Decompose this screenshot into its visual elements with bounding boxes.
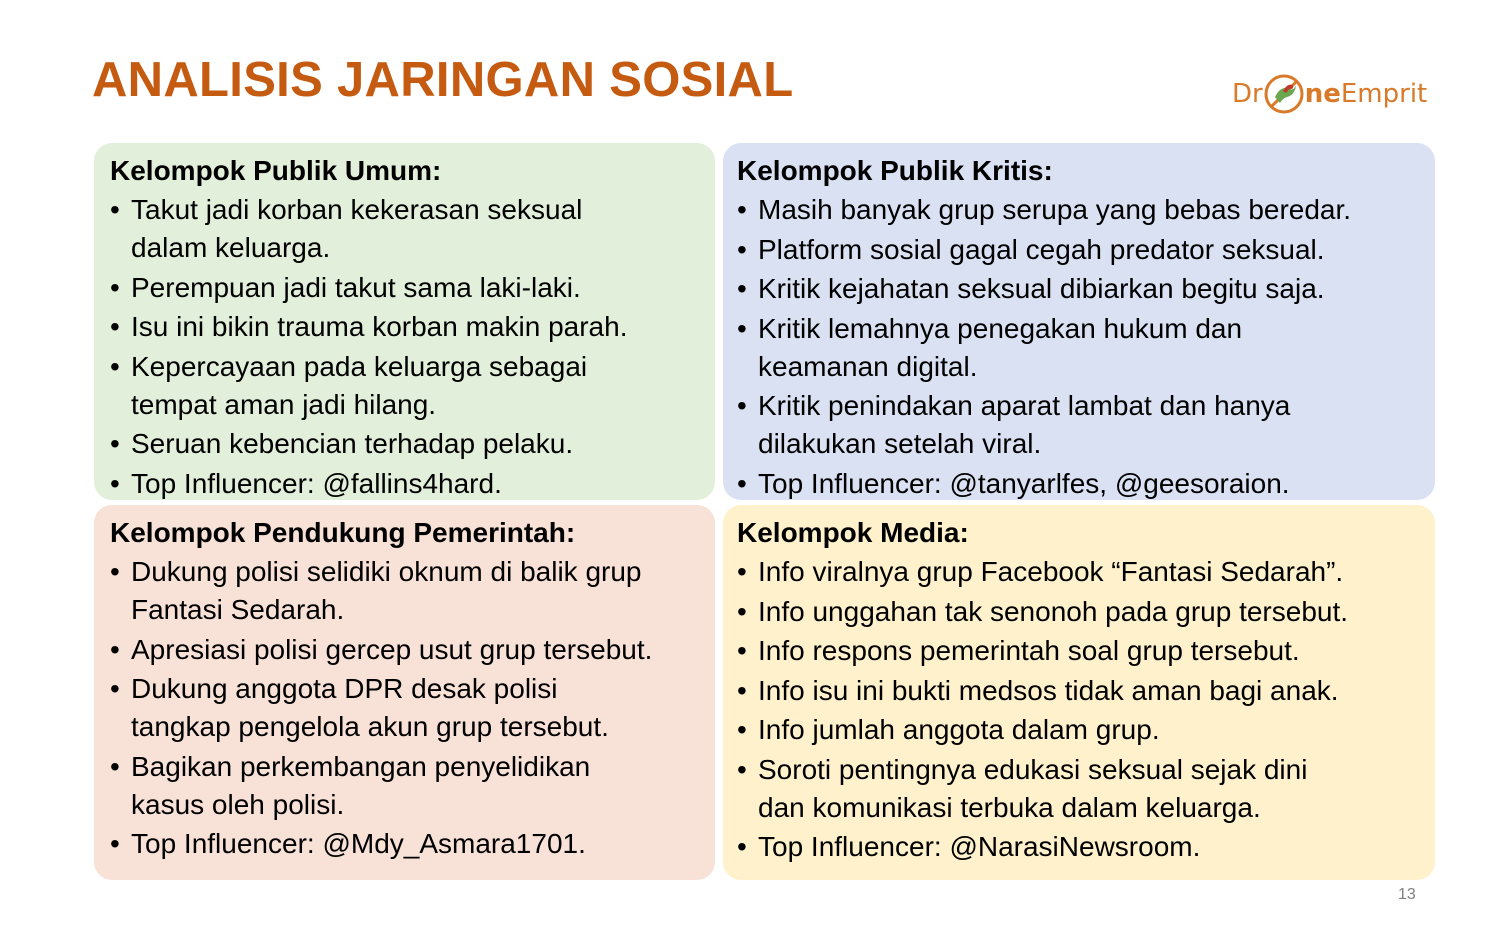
list-item: • Bagikan perkembangan penyelidikan kasus oleh polisi. (110, 748, 715, 824)
group-list (110, 553, 715, 863)
group-box-pendukung-pemerintah (94, 505, 715, 880)
group-box-publik-umum (94, 143, 715, 500)
list-item: • Kepercayaan pada keluarga sebagai tempat aman jadi hilang. (110, 348, 715, 424)
list-item: • Dukung anggota DPR desak polisi tangkap pengelola akun grup tersebut. (110, 670, 715, 746)
list-item: • Dukung polisi selidiki oknum di balik grup Fantasi Sedarah. (110, 553, 715, 629)
list-item: • Top Influencer: @NarasiNewsroom. (737, 828, 1435, 866)
group-box-publik-kritis (723, 143, 1435, 500)
list-item: • Top Influencer: @Mdy_Asmara1701. (110, 825, 715, 863)
list-item: • Masih banyak grup serupa yang bebas beredar. (737, 191, 1435, 229)
list-item: • Info unggahan tak senonoh pada grup tersebut. (737, 593, 1435, 631)
group-list (737, 191, 1435, 503)
group-list (737, 553, 1435, 866)
list-item: • Info viralnya grup Facebook “Fantasi Sedarah”. (737, 553, 1435, 591)
group-heading: Kelompok Media: (737, 517, 969, 548)
list-item: • Top Influencer: @fallins4hard. (110, 465, 715, 503)
list-item: • Platform sosial gagal cegah predator seksual. (737, 231, 1435, 269)
page-title: ANALISIS JARINGAN SOSIAL (92, 53, 794, 107)
page-number: 13 (1398, 886, 1416, 903)
list-item: • Info jumlah anggota dalam grup. (737, 711, 1435, 749)
group-heading: Kelompok Pendukung Pemerintah: (110, 517, 576, 548)
group-list (110, 191, 715, 503)
list-item: • Info isu ini bukti medsos tidak aman bagi anak. (737, 672, 1435, 710)
list-item: • Kritik kejahatan seksual dibiarkan begitu saja. (737, 270, 1435, 308)
group-heading: Kelompok Publik Umum: (110, 155, 442, 186)
logo-text-ne: ne (1304, 79, 1341, 109)
group-heading: Kelompok Publik Kritis: (737, 155, 1053, 186)
list-item: • Takut jadi korban kekerasan seksual dalam keluarga. (110, 191, 715, 267)
list-item: • Info respons pemerintah soal grup tersebut. (737, 632, 1435, 670)
list-item: • Seruan kebencian terhadap pelaku. (110, 425, 715, 463)
drone-emblem-icon (1261, 71, 1307, 117)
list-item: • Top Influencer: @tanyarlfes, @geesoraion. (737, 465, 1435, 503)
logo-text-dr: Dr (1232, 79, 1263, 109)
list-item: • Kritik lemahnya penegakan hukum dan keamanan digital. (737, 310, 1435, 386)
drone-emprit-logo (1232, 66, 1442, 122)
list-item: • Apresiasi polisi gercep usut grup tersebut. (110, 631, 715, 669)
list-item: • Perempuan jadi takut sama laki-laki. (110, 269, 715, 307)
logo-text-emprit: Emprit (1340, 79, 1428, 109)
group-box-media (723, 505, 1435, 880)
list-item: • Isu ini bikin trauma korban makin parah. (110, 308, 715, 346)
list-item: • Soroti pentingnya edukasi seksual sejak dini dan komunikasi terbuka dalam keluarga. (737, 751, 1435, 827)
list-item: • Kritik penindakan aparat lambat dan hanya dilakukan setelah viral. (737, 387, 1435, 463)
